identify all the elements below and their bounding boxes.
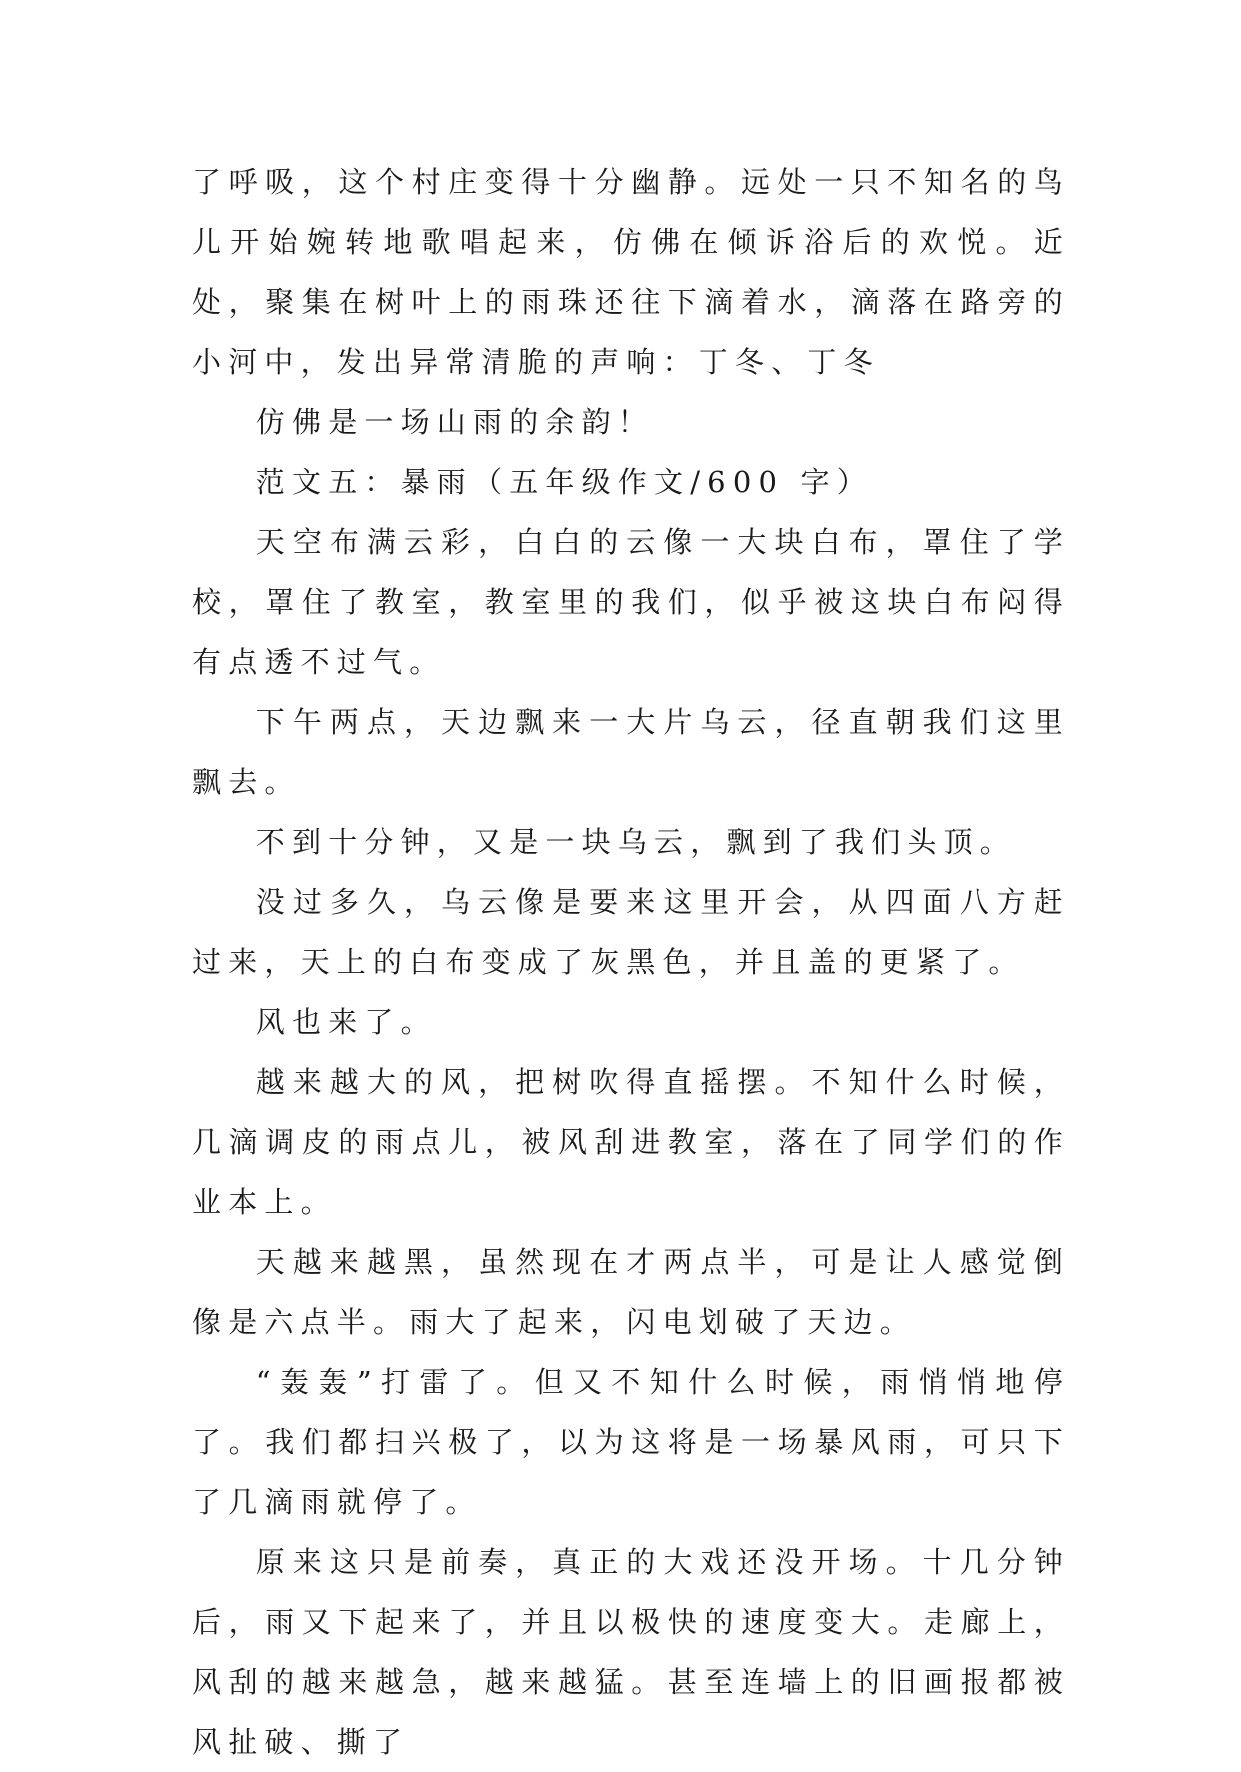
paragraph-5: 下午两点，天边飘来一大片乌云，径直朝我们这里飘去。 [192,705,1070,799]
paragraph-2: 仿佛是一场山雨的余韵！ [255,405,654,439]
paragraph-11: “轰轰”打雷了。但又不知什么时候，雨悄悄地停了。我们都扫兴极了，以为这将是一场暴风雨，可只下了几滴雨就停了。 [192,1365,1070,1519]
document-body [192,152,1070,1772]
paragraph-10: 天越来越黑，虽然现在才两点半，可是让人感觉倒像是六点半。雨大了起来，闪电划破了天边。 [192,1245,1070,1339]
essay-title: 范文五：暴雨（五年级作文/600 字） [255,465,873,499]
paragraph-12: 原来这只是前奏，真正的大戏还没开场。十几分钟后，雨又下起来了，并且以极快的速度变大。走廊上，风刮的越来越急，越来越猛。甚至连墙上的旧画报都被风扯破、撕了 [192,1545,1070,1759]
paragraph-1: 了呼吸，这个村庄变得十分幽静。远处一只不知名的鸟儿开始婉转地歌唱起来，仿佛在倾诉浴后的欢悦。近处，聚集在树叶上的雨珠还往下滴着水，滴落在路旁的小河中，发出异常清脆的声响：丁冬、丁冬 [192,165,1070,379]
paragraph-7: 没过多久，乌云像是要来这里开会，从四面八方赶过来，天上的白布变成了灰黑色，并且盖的更紧了。 [192,885,1070,979]
paragraph-9: 越来越大的风，把树吹得直摇摆。不知什么时候，几滴调皮的雨点儿，被风刮进教室，落在了同学们的作业本上。 [192,1065,1070,1219]
paragraph-6: 不到十分钟，又是一块乌云，飘到了我们头顶。 [255,825,1016,859]
paragraph-8: 风也来了。 [255,1005,437,1039]
paragraph-4: 天空布满云彩，白白的云像一大块白布，罩住了学校，罩住了教室，教室里的我们，似乎被这块白布闷得有点透不过气。 [192,525,1070,679]
